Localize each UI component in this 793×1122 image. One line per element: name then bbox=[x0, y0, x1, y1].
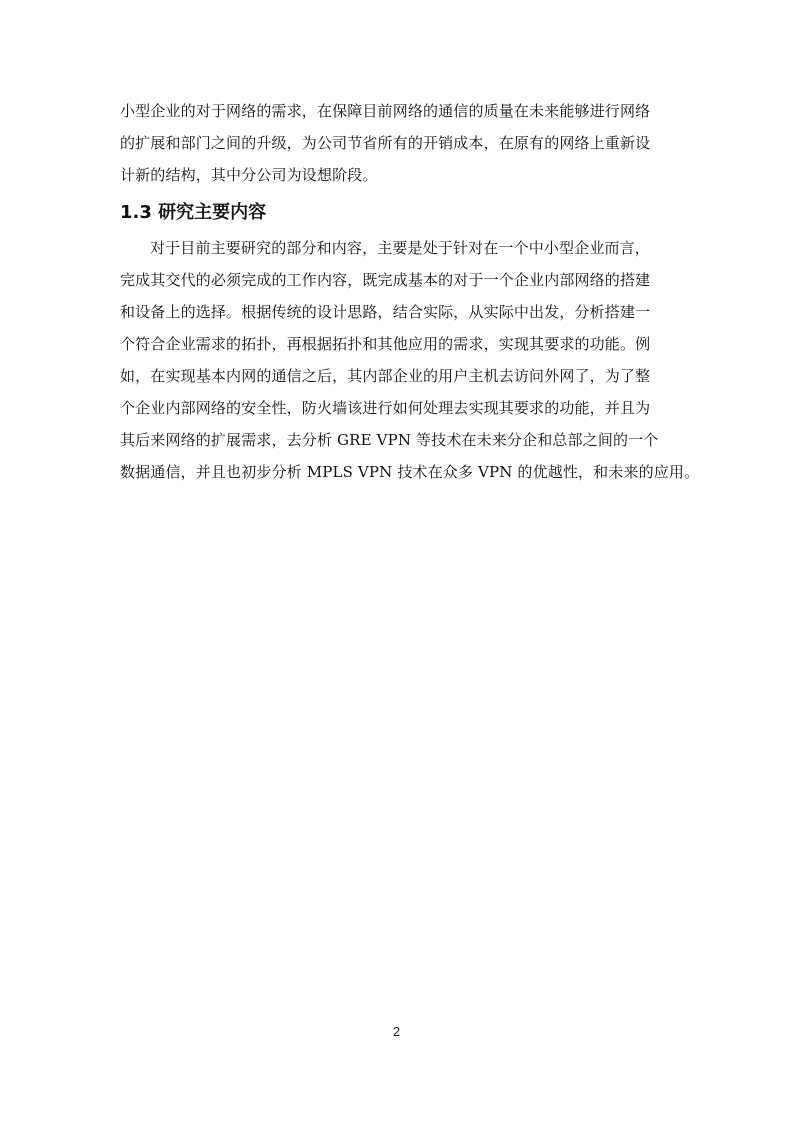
intro-line-2: 的扩展和部门之间的升级，为公司节省所有的开销成本，在原有的网络上重新设 bbox=[120, 134, 651, 152]
body-line-2: 完成其交代的必须完成的工作内容，既完成基本的对于一个企业内部网络的搭建 bbox=[120, 271, 651, 289]
body-line-8: 数据通信，并且也初步分析 MPLS VPN 技术在众多 VPN 的优越性，和未来的应用。 bbox=[120, 463, 700, 481]
body-line-6: 个企业内部网络的安全性，防火墙该进行如何处理去实现其要求的功能，并且为 bbox=[120, 399, 651, 417]
intro-line-1: 小型企业的对于网络的需求，在保障目前网络的通信的质量在未来能够进行网络 bbox=[120, 102, 651, 120]
body-line-1: 对于目前主要研究的部分和内容，主要是处于针对在一个中小型企业而言， bbox=[150, 239, 650, 257]
body-line-3: 和设备上的选择。根据传统的设计思路，结合实际，从实际中出发，分析搭建一 bbox=[120, 303, 651, 321]
body-line-5: 如，在实现基本内网的通信之后，其内部企业的用户主机去访问外网了，为了整 bbox=[120, 367, 651, 385]
body-line-4: 个符合企业需求的拓扑，再根据拓扑和其他应用的需求，实现其要求的功能。例 bbox=[120, 335, 651, 353]
page-number: 2 bbox=[392, 1024, 401, 1039]
section-heading: 1.3 研究主要内容 bbox=[120, 202, 267, 223]
intro-line-3: 计新的结构，其中分公司为设想阶段。 bbox=[120, 166, 378, 184]
body-line-7: 其后来网络的扩展需求，去分析 GRE VPN 等技术在未来分企和总部之间的一个 bbox=[120, 431, 659, 449]
